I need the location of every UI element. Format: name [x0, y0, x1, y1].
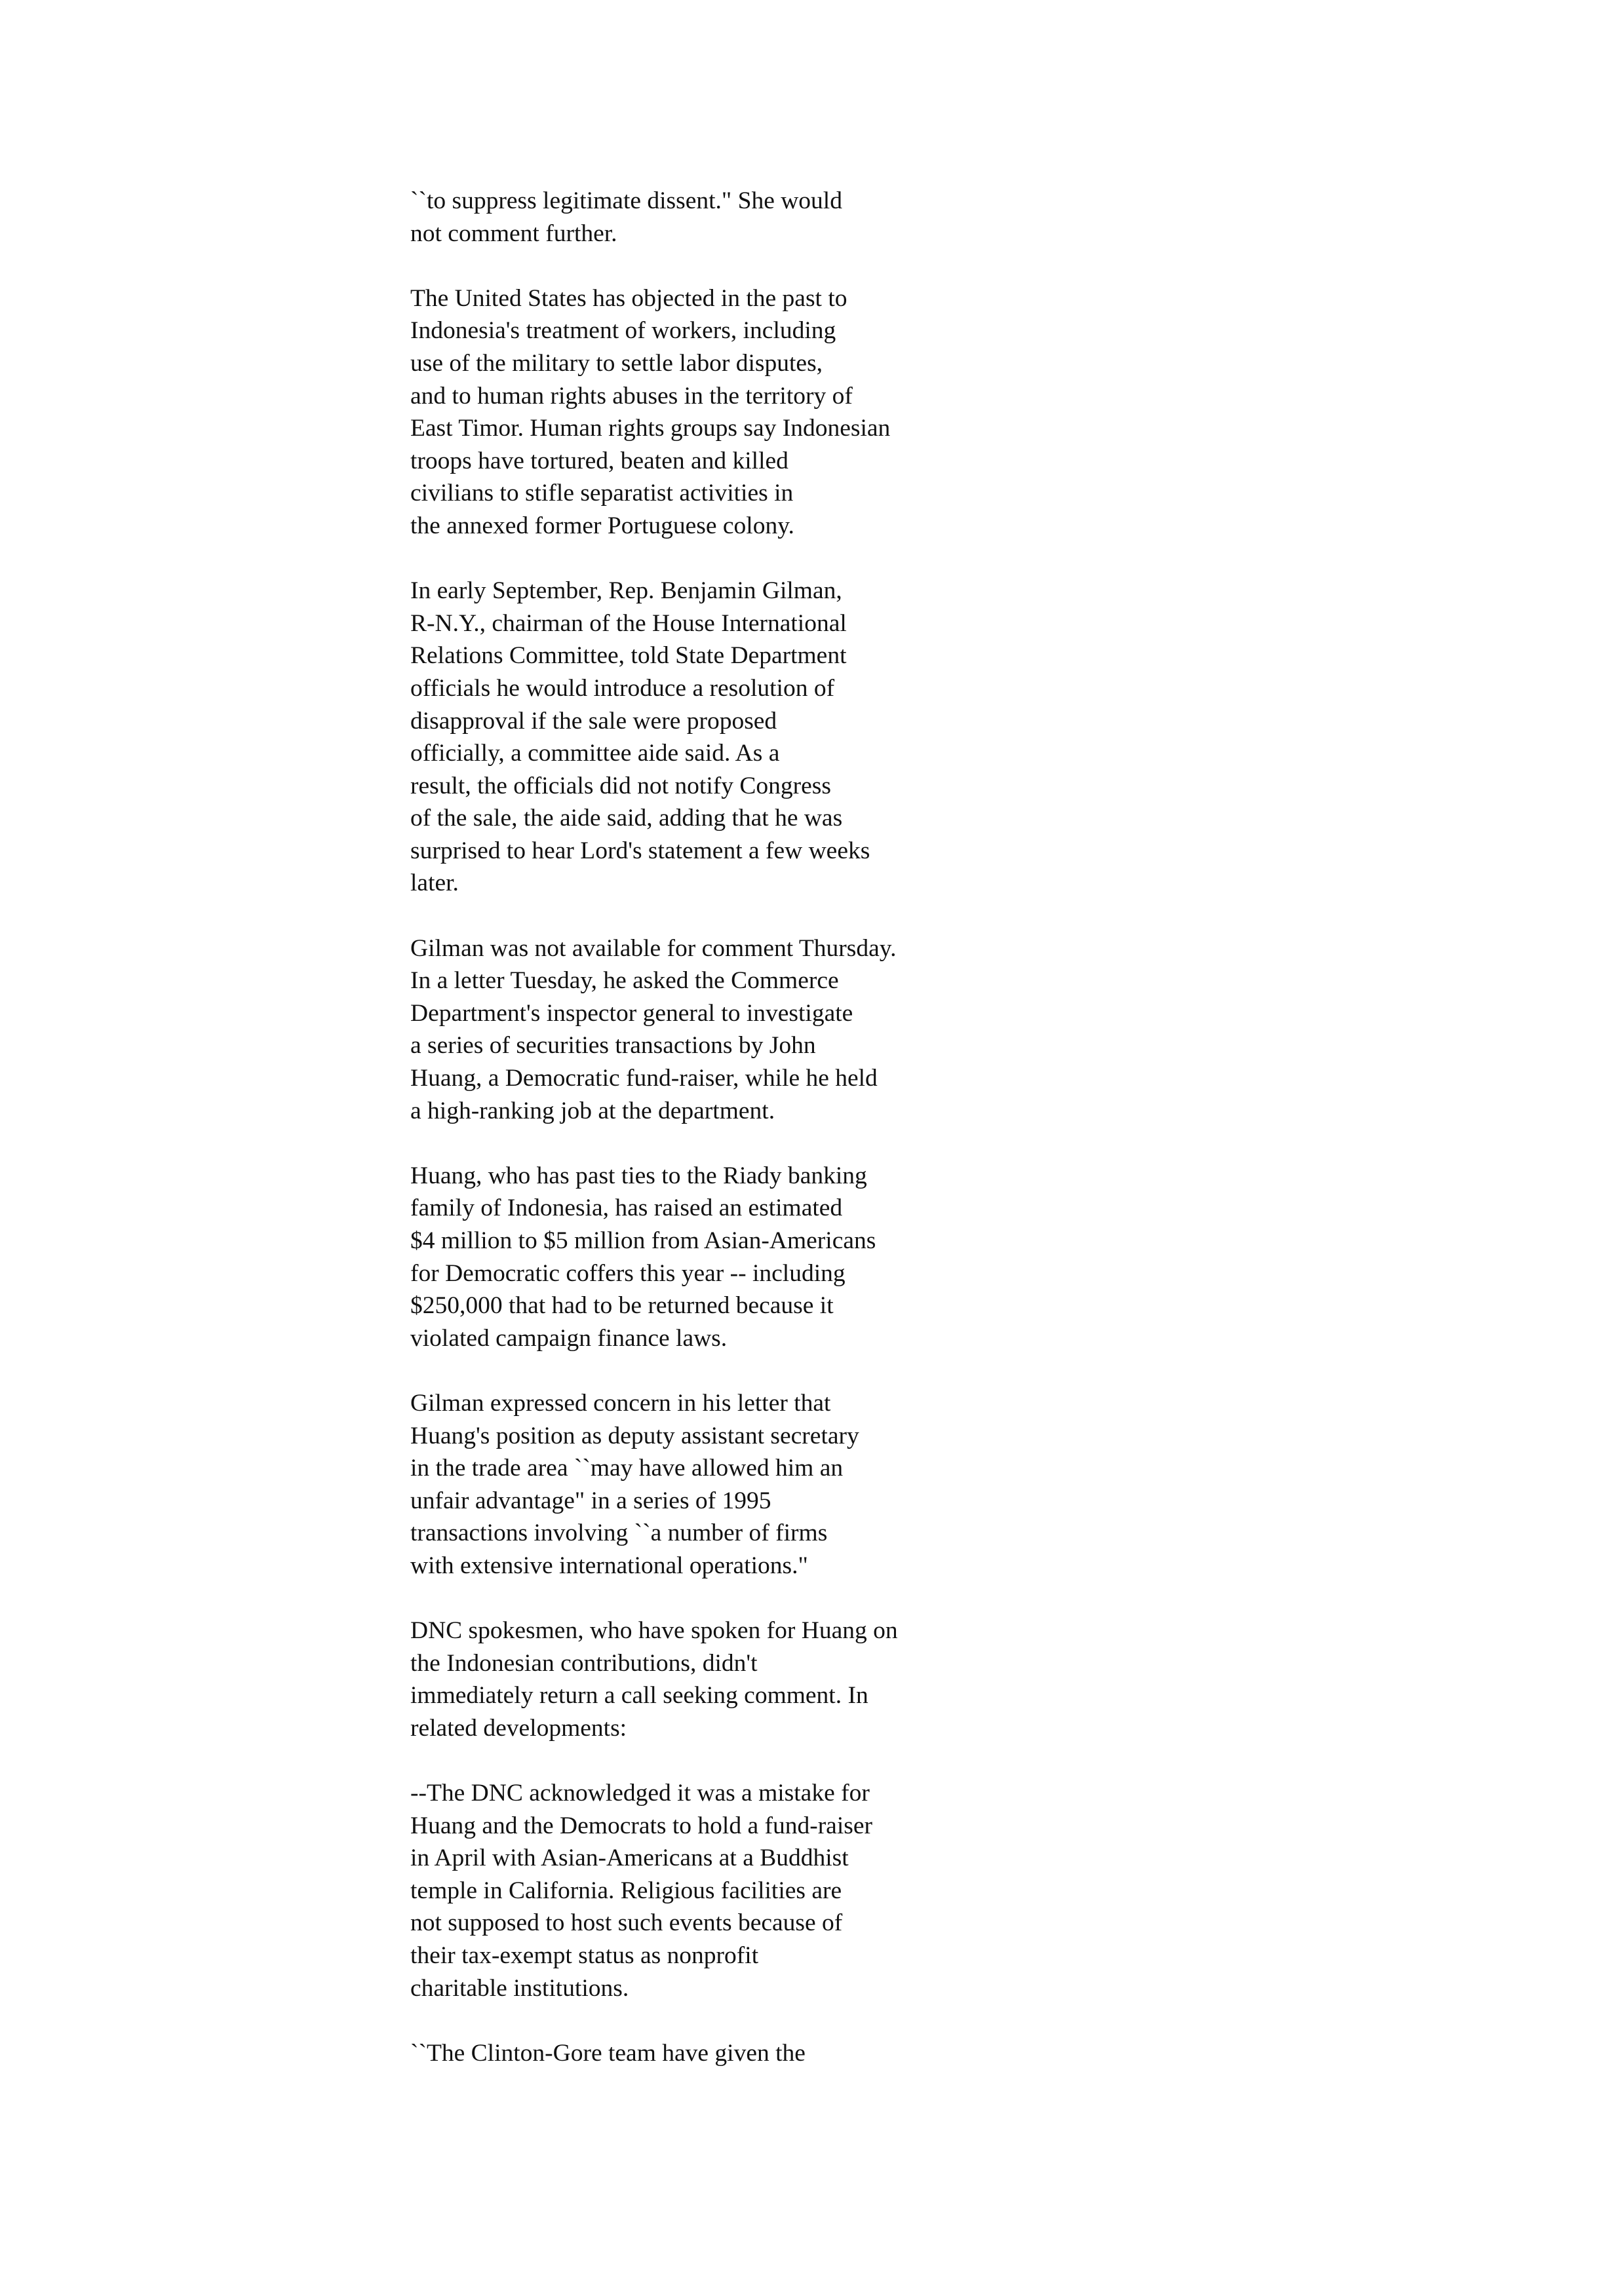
text-line: in the trade area ``may have allowed him an	[410, 1455, 844, 1482]
text-line: Gilman expressed concern in his letter that	[410, 1389, 831, 1417]
text-line: In a letter Tuesday, he asked the Commerce	[410, 967, 839, 995]
text-line: East Timor. Human rights groups say Indonesian	[410, 415, 891, 442]
text-line: Huang and the Democrats to hold a fund-raiser	[410, 1812, 872, 1839]
paragraph-gilman-resolution	[410, 575, 1000, 900]
paragraph-dissent	[410, 185, 1000, 250]
text-line: related developments:	[410, 1714, 627, 1742]
text-line: transactions involving ``a number of firms	[410, 1520, 828, 1547]
text-line: use of the military to settle labor disputes,	[410, 349, 823, 377]
text-line: later.	[410, 870, 459, 897]
text-line: Indonesia's treatment of workers, including	[410, 317, 836, 345]
text-line: result, the officials did not notify Congress	[410, 772, 831, 799]
text-line: a series of securities transactions by John	[410, 1032, 816, 1060]
text-line: for Democratic coffers this year -- including	[410, 1259, 846, 1287]
paragraph-gilman-concern	[410, 1387, 1000, 1582]
text-line: Huang, who has past ties to the Riady banking	[410, 1162, 867, 1189]
text-line: not supposed to host such events because of	[410, 1909, 843, 1937]
text-line: --The DNC acknowledged it was a mistake for	[410, 1780, 870, 1807]
text-line: charitable institutions.	[410, 1974, 629, 2002]
text-line: violated campaign finance laws.	[410, 1324, 728, 1352]
text-line: a high-ranking job at the department.	[410, 1097, 775, 1124]
text-line: surprised to hear Lord's statement a few weeks	[410, 837, 870, 864]
text-line: In early September, Rep. Benjamin Gilman,	[410, 577, 842, 605]
paragraph-us-objections	[410, 282, 1000, 543]
text-line: temple in California. Religious facilities are	[410, 1877, 842, 1904]
text-line: in April with Asian-Americans at a Buddhist	[410, 1845, 849, 1872]
paragraph-clinton-gore	[410, 2037, 1000, 2070]
text-line: officially, a committee aide said. As a	[410, 740, 780, 767]
text-line: R-N.Y., chairman of the House International	[410, 609, 847, 637]
text-line: family of Indonesia, has raised an estimated	[410, 1195, 843, 1222]
text-line: Department's inspector general to investigate	[410, 999, 853, 1027]
paragraph-dnc-spokesmen	[410, 1615, 1000, 1744]
article-body	[410, 185, 1000, 2102]
text-line: their tax-exempt status as nonprofit	[410, 1942, 759, 1970]
text-line: immediately return a call seeking comment. In	[410, 1682, 868, 1710]
text-line: $250,000 that had to be returned because it	[410, 1292, 834, 1320]
text-line: Huang, a Democratic fund-raiser, while he held	[410, 1065, 878, 1092]
text-line: ``The Clinton-Gore team have given the	[410, 2039, 806, 2067]
text-line: The United States has objected in the past to	[410, 284, 847, 312]
text-line: the Indonesian contributions, didn't	[410, 1649, 758, 1677]
text-line: unfair advantage" in a series of 1995	[410, 1487, 771, 1514]
text-line: Relations Committee, told State Department	[410, 642, 847, 670]
text-line: civilians to stifle separatist activities in	[410, 480, 794, 507]
text-line: $4 million to $5 million from Asian-Americans	[410, 1227, 876, 1254]
text-line: of the sale, the aide said, adding that he was	[410, 805, 843, 832]
text-line: disapproval if the sale were proposed	[410, 707, 777, 735]
text-line: with extensive international operations."	[410, 1552, 808, 1579]
text-line: not comment further.	[410, 220, 617, 247]
paragraph-huang-fundraising	[410, 1160, 1000, 1355]
text-line: Huang's position as deputy assistant secretary	[410, 1422, 859, 1449]
text-line: and to human rights abuses in the territory of	[410, 382, 853, 410]
text-line: Gilman was not available for comment Thursday.	[410, 934, 897, 962]
paragraph-gilman-letter	[410, 932, 1000, 1128]
paragraph-temple-fundraiser	[410, 1777, 1000, 2004]
text-line: troops have tortured, beaten and killed	[410, 447, 788, 474]
text-line: officials he would introduce a resolution of	[410, 674, 835, 702]
text-line: ``to suppress legitimate dissent." She would	[410, 187, 842, 214]
text-line: the annexed former Portuguese colony.	[410, 512, 794, 539]
text-line: DNC spokesmen, who have spoken for Huang on	[410, 1617, 898, 1645]
